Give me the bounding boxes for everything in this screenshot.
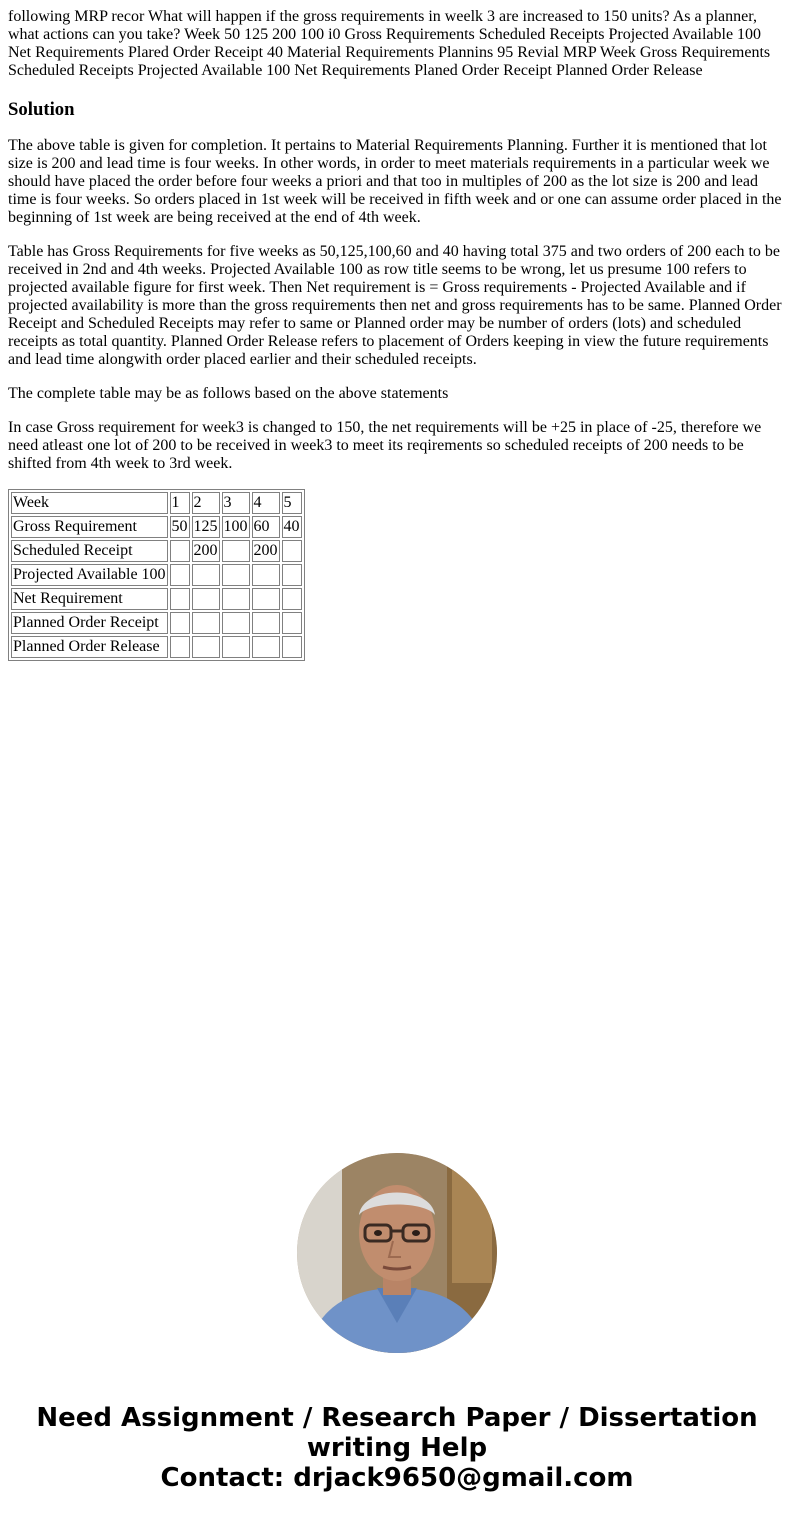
author-avatar	[297, 1153, 497, 1353]
solution-paragraph-3: The complete table may be as follows based on the above statements	[8, 385, 449, 402]
table-cell	[222, 612, 250, 634]
table-cell	[282, 564, 302, 586]
table-row-gross-requirement	[11, 516, 302, 538]
table-cell: 100	[222, 516, 250, 538]
table-cell	[222, 564, 250, 586]
table-cell: Net Requirement	[11, 588, 168, 610]
table-cell	[170, 564, 190, 586]
table-cell: 60	[252, 516, 280, 538]
solution-paragraph-1: The above table is given for completion. It pertains to Material Requirements Planning. Further it is mentioned that lot size is 200 and lead time is four weeks. In other words, in order to meet materials requirements in a particular week we should have placed the order before four weeks a priori and that too in multiples of 200 as the lot size is 200 and lead time is four weeks. So orders placed in 1st week will be received in fifth week and or one can assume order placed in the beginning of 1st week are being received at the end of 4th week.	[8, 137, 782, 226]
table-cell	[252, 564, 280, 586]
table-cell	[170, 636, 190, 658]
table-cell: 3	[222, 492, 250, 514]
solution-heading: Solution	[8, 99, 75, 120]
table-cell	[192, 612, 220, 634]
table-cell	[170, 612, 190, 634]
table-cell	[170, 588, 190, 610]
question-text: following MRP recor What will happen if the gross requirements in weelk 3 are increased to 150 units? As a planner, what actions can you take? Week 50 125 200 100 i0 Gross Requirements Scheduled Receipts Projected Available 100 Net Requirements Plared Order Receipt 40 Material Requirements Plannins 95 Revial MRP Week Gross Requirements Scheduled Receipts Projected Available 100 Net Requirements Planed Order Receipt Planned Order Release	[8, 8, 771, 79]
table-cell: Planned Order Release	[11, 636, 168, 658]
table-cell: Projected Available 100	[11, 564, 168, 586]
footer-banner	[0, 1403, 794, 1493]
table-cell	[170, 540, 190, 562]
table-cell: 200	[192, 540, 220, 562]
table-cell	[222, 588, 250, 610]
table-cell: Planned Order Receipt	[11, 612, 168, 634]
footer-contact-text: Contact: drjack9650@gmail.com	[160, 1463, 634, 1493]
table-cell: 50	[170, 516, 190, 538]
table-row-week	[11, 492, 302, 514]
table-cell	[222, 636, 250, 658]
table-cell	[222, 540, 250, 562]
table-cell	[252, 612, 280, 634]
table-cell	[192, 636, 220, 658]
table-row-planned-order-receipt	[11, 612, 302, 634]
mrp-table	[8, 489, 305, 661]
table-row-net-requirement	[11, 588, 302, 610]
table-cell: 40	[282, 516, 302, 538]
table-cell	[252, 588, 280, 610]
table-cell	[192, 588, 220, 610]
table-cell	[282, 588, 302, 610]
table-cell: 2	[192, 492, 220, 514]
table-cell: 200	[252, 540, 280, 562]
table-cell: 4	[252, 492, 280, 514]
table-cell	[282, 540, 302, 562]
table-row-projected-available	[11, 564, 302, 586]
table-cell: 1	[170, 492, 190, 514]
footer-help-text: Need Assignment / Research Paper / Dissertation writing Help	[36, 1403, 758, 1463]
solution-paragraph-2: Table has Gross Requirements for five weeks as 50,125,100,60 and 40 having total 375 and two orders of 200 each to be received in 2nd and 4th weeks. Projected Available 100 as row title seems to be wrong, let us presume 100 refers to projected available figure for first week. Then Net requirement is = Gross requirements - Projected Available and if projected availability is more than the gross requirements then net and gross requirements has to be same. Planned Order Receipt and Scheduled Receipts may refer to same or Planned order may be number of orders (lots) and scheduled receipts as total quantity. Planned Order Release refers to placement of Orders keeping in view the future requirements and lead time alongwith order placed earlier and their scheduled receipts.	[8, 243, 782, 368]
table-cell: Week	[11, 492, 168, 514]
table-cell: Gross Requirement	[11, 516, 168, 538]
table-cell: 125	[192, 516, 220, 538]
table-cell	[252, 636, 280, 658]
table-cell: 5	[282, 492, 302, 514]
table-row-planned-order-release	[11, 636, 302, 658]
table-cell: Scheduled Receipt	[11, 540, 168, 562]
solution-paragraph-4: In case Gross requirement for week3 is changed to 150, the net requirements will be +25 in place of -25, therefore we need atleast one lot of 200 to be received in week3 to meet its reqirements so scheduled receipts of 200 needs to be shifted from 4th week to 3rd week.	[8, 419, 762, 472]
document-body	[8, 8, 784, 661]
table-cell	[282, 636, 302, 658]
table-cell	[192, 564, 220, 586]
table-row-scheduled-receipt	[11, 540, 302, 562]
table-cell	[282, 612, 302, 634]
